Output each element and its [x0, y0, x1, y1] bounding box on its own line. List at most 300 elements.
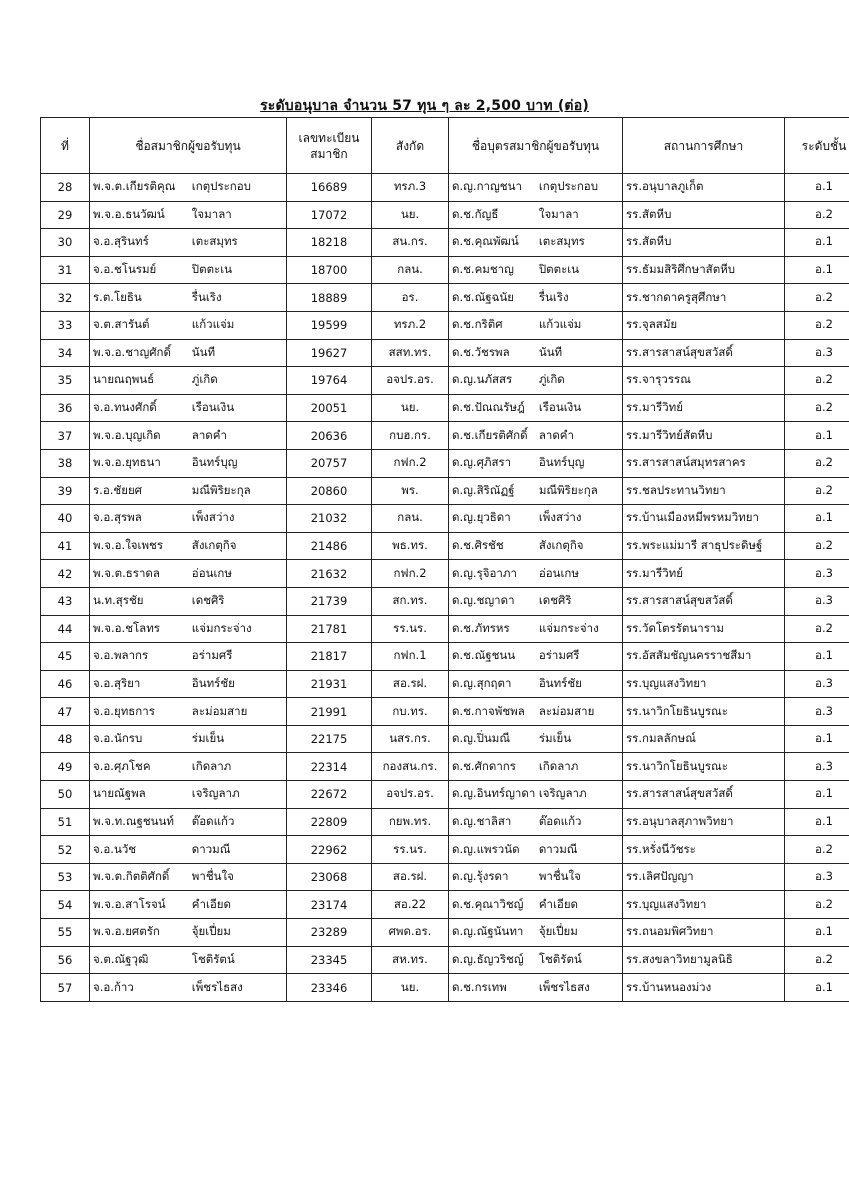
member-unit: กบ.ทร.	[372, 698, 449, 726]
child-name	[449, 643, 623, 671]
grade-level: อ.3	[785, 698, 849, 726]
child-name-first: ด.ญ.นภัสสร	[452, 372, 513, 387]
school-name: รร.มารีวิทย์สัตหีบ	[623, 422, 785, 450]
child-name-first: ด.ช.ณัฐชนน	[452, 648, 516, 663]
member-name	[90, 532, 287, 560]
school-name: รร.ธัมมสิริศึกษาสัตหีบ	[623, 256, 785, 284]
member-unit: กฟก.2	[372, 560, 449, 588]
row-no: 42	[41, 560, 90, 588]
member-name-first: จ.อ.นักรบ	[93, 731, 143, 746]
member-unit: สอ.รฝ.	[372, 670, 449, 698]
member-name-last: โชติรัตน์	[191, 951, 235, 966]
child-name	[449, 422, 623, 450]
member-name-last: ปิตตะเน	[191, 262, 233, 277]
member-unit: สห.ทร.	[372, 946, 449, 974]
member-name-first: จ.อ.สุริยา	[93, 675, 141, 690]
grade-level: อ.1	[785, 256, 849, 284]
member-name	[90, 781, 287, 809]
member-id: 21032	[287, 505, 372, 533]
child-name	[449, 836, 623, 864]
row-no: 55	[41, 919, 90, 947]
school-name: รร.สารสาสน์สุขสวัสดิ์	[623, 781, 785, 809]
child-name-last: ร่มเย็น	[538, 731, 572, 746]
member-name-first: พ.จ.อ.ยุทธนา	[93, 455, 161, 470]
member-name	[90, 643, 287, 671]
child-name-first: ด.ช.ณัฐฉนัย	[452, 289, 515, 304]
child-name	[449, 505, 623, 533]
member-name-last: ลาดคำ	[191, 427, 227, 442]
row-no: 49	[41, 753, 90, 781]
grade-level: อ.2	[785, 284, 849, 312]
child-name	[449, 477, 623, 505]
member-name-first: จ.อ.สุรพล	[93, 510, 142, 525]
table-row	[41, 201, 849, 229]
member-name	[90, 974, 287, 1002]
school-name: รร.ถนอมพิศวิทยา	[623, 919, 785, 947]
member-id: 21486	[287, 532, 372, 560]
member-unit: พร.	[372, 477, 449, 505]
row-no: 30	[41, 229, 90, 257]
row-no: 56	[41, 946, 90, 974]
child-name-last: เกิดลาภ	[538, 758, 579, 773]
school-name: รร.จารุวรรณ	[623, 367, 785, 395]
school-name: รร.ชลประทานวิทยา	[623, 477, 785, 505]
child-name-first: ด.ญ.ชาลิสา	[452, 813, 512, 828]
member-name-first: จ.อ.พลากร	[93, 648, 149, 663]
child-name-first: ด.ญ.รุจิอาภา	[452, 565, 517, 580]
child-name-first: ด.ช.คุณาวิชญ์	[452, 896, 524, 911]
school-name: รร.สารสาสน์สุขสวัสดิ์	[623, 339, 785, 367]
member-unit: สอ.รฝ.	[372, 863, 449, 891]
child-name-last: เพ็งสว่าง	[538, 510, 582, 525]
member-name	[90, 422, 287, 450]
row-no: 47	[41, 698, 90, 726]
header-member-name: ชื่อสมาชิกผู้ขอรับทุน	[90, 118, 287, 174]
table-row	[41, 919, 849, 947]
table-body	[41, 174, 849, 1002]
grade-level: อ.2	[785, 394, 849, 422]
child-name	[449, 863, 623, 891]
table-row	[41, 505, 849, 533]
member-name-last: ร่มเย็น	[191, 731, 225, 746]
school-name: รร.บุญแสงวิทยา	[623, 891, 785, 919]
member-name-last: เพ็ชรไธสง	[191, 979, 243, 994]
row-no: 34	[41, 339, 90, 367]
table-row	[41, 698, 849, 726]
member-name-first: พ.จ.อ.ชาญศักดิ์	[93, 344, 171, 359]
table-row	[41, 946, 849, 974]
member-name-last: อินทร์บุญ	[191, 455, 238, 470]
member-unit: กบฮ.กร.	[372, 422, 449, 450]
member-name-first: จ.ต.สารันต์	[93, 317, 150, 332]
child-name	[449, 284, 623, 312]
school-name: รร.บ้านหนองม่วง	[623, 974, 785, 1002]
member-name-last: เดชศิริ	[191, 593, 225, 608]
row-no: 54	[41, 891, 90, 919]
member-name-last: คำเอียด	[191, 896, 231, 911]
child-name	[449, 532, 623, 560]
row-no: 31	[41, 256, 90, 284]
child-name-first: ด.ญ.ธัญวริชญ์	[452, 951, 524, 966]
child-name-last: ลาดคำ	[538, 427, 574, 442]
member-name	[90, 505, 287, 533]
row-no: 53	[41, 863, 90, 891]
grade-level: อ.2	[785, 836, 849, 864]
table-row	[41, 643, 849, 671]
member-name	[90, 863, 287, 891]
school-name: รร.หรั่งนีวัชระ	[623, 836, 785, 864]
child-name-first: ด.ญ.สิริณัฏฐ์	[452, 482, 515, 497]
member-name	[90, 891, 287, 919]
child-name-last: ต๊อดแก้ว	[538, 813, 582, 828]
table-row	[41, 174, 849, 202]
table-row	[41, 477, 849, 505]
member-name-first: พ.จ.ต.กิตติศักดิ์	[93, 869, 170, 884]
child-name-first: ด.ช.ปัณณรัษฎ์	[452, 400, 525, 415]
header-child-name: ชื่อบุตรสมาชิกผู้ขอรับทุน	[449, 118, 623, 174]
member-name-last: เจริญลาภ	[191, 786, 240, 801]
grade-level: อ.2	[785, 532, 849, 560]
child-name-first: ด.ช.วัชรพล	[452, 344, 510, 359]
row-no: 45	[41, 643, 90, 671]
row-no: 40	[41, 505, 90, 533]
member-name	[90, 919, 287, 947]
row-no: 52	[41, 836, 90, 864]
member-id: 18889	[287, 284, 372, 312]
school-name: รร.อนุบาลภูเก็ต	[623, 174, 785, 202]
member-id: 23174	[287, 891, 372, 919]
child-name-first: ด.ช.กรเทพ	[452, 979, 507, 994]
member-id: 23345	[287, 946, 372, 974]
child-name-last: เดชศิริ	[538, 593, 572, 608]
member-name-last: เพ็งสว่าง	[191, 510, 235, 525]
child-name	[449, 560, 623, 588]
member-name-first: พ.จ.อ.ชโลทร	[93, 620, 160, 635]
child-name	[449, 725, 623, 753]
school-name: รร.สงขลาวิทยามูลนิธิ	[623, 946, 785, 974]
row-no: 43	[41, 587, 90, 615]
row-no: 37	[41, 422, 90, 450]
child-name-last: รื่นเริง	[538, 289, 569, 304]
row-no: 33	[41, 311, 90, 339]
member-unit: กลน.	[372, 505, 449, 533]
member-name	[90, 725, 287, 753]
school-name: รร.นาวิกโยธินบูรณะ	[623, 753, 785, 781]
grade-level: อ.3	[785, 670, 849, 698]
school-name: รร.อัสสัมชัญนครราชสีมา	[623, 643, 785, 671]
member-name	[90, 587, 287, 615]
child-name-first: ด.ญ.สุกฤตา	[452, 675, 512, 690]
school-name: รร.สัตหีบ	[623, 201, 785, 229]
grade-level: อ.2	[785, 311, 849, 339]
member-name	[90, 808, 287, 836]
member-unit: กลน.	[372, 256, 449, 284]
row-no: 51	[41, 808, 90, 836]
member-id: 21781	[287, 615, 372, 643]
child-name-last: มณีพิริยะกุล	[538, 482, 598, 497]
grade-level: อ.1	[785, 808, 849, 836]
child-name-first: ด.ช.คุณพัฒน์	[452, 234, 519, 249]
table-row	[41, 725, 849, 753]
member-id: 17072	[287, 201, 372, 229]
header-no: ที่	[41, 118, 90, 174]
member-unit: รร.นร.	[372, 615, 449, 643]
child-name	[449, 174, 623, 202]
school-name: รร.มารีวิทย์	[623, 394, 785, 422]
school-name: รร.เลิศปัญญา	[623, 863, 785, 891]
member-unit: นสร.กร.	[372, 725, 449, 753]
member-unit: นย.	[372, 974, 449, 1002]
member-name-last: แก้วแจ่ม	[191, 317, 235, 332]
table-row	[41, 836, 849, 864]
child-name-last: เกตุประกอบ	[538, 179, 599, 194]
member-name-first: พ.จ.อ.บุญเกิด	[93, 427, 161, 442]
member-name-last: เกิดลาภ	[191, 758, 232, 773]
child-name-last: แจ่มกระจ่าง	[538, 620, 599, 635]
grade-level: อ.2	[785, 367, 849, 395]
row-no: 38	[41, 449, 90, 477]
grade-level: อ.1	[785, 174, 849, 202]
school-name: รร.กมลลักษณ์	[623, 725, 785, 753]
member-name-first: จ.อ.นวัช	[93, 841, 137, 856]
child-name-first: ด.ช.ภัทรหร	[452, 620, 510, 635]
child-name	[449, 615, 623, 643]
grade-level: อ.3	[785, 753, 849, 781]
member-name-first: พ.จ.ท.ณฐชนนท์	[93, 813, 174, 828]
row-no: 48	[41, 725, 90, 753]
grade-level: อ.2	[785, 946, 849, 974]
member-name-first: พ.จ.ต.เกียรติคุณ	[93, 179, 176, 194]
member-id: 20636	[287, 422, 372, 450]
member-name-last: รื่นเริง	[191, 289, 222, 304]
school-name: รร.บ้านเมืองหมีพรหมวิทยา	[623, 505, 785, 533]
row-no: 44	[41, 615, 90, 643]
member-unit: ทรภ.2	[372, 311, 449, 339]
child-name-last: โชติรัตน์	[538, 951, 582, 966]
grade-level: อ.3	[785, 339, 849, 367]
grade-level: อ.1	[785, 974, 849, 1002]
child-name	[449, 753, 623, 781]
member-id: 20051	[287, 394, 372, 422]
member-name-first: จ.อ.ก้าว	[93, 979, 134, 994]
table-row	[41, 311, 849, 339]
child-name-last: อินทร์บุญ	[538, 455, 585, 470]
child-name	[449, 670, 623, 698]
table-row	[41, 256, 849, 284]
child-name-last: อินทร์ชัย	[538, 675, 582, 690]
grade-level: อ.1	[785, 725, 849, 753]
grade-level: อ.1	[785, 505, 849, 533]
child-name-last: ดาวมณี	[538, 841, 578, 856]
member-name-last: เตะสมุทร	[191, 234, 238, 249]
school-name: รร.บุญแสงวิทยา	[623, 670, 785, 698]
child-name-last: จุ้ยเปี่ยม	[538, 924, 578, 939]
child-name	[449, 311, 623, 339]
table-row	[41, 753, 849, 781]
child-name-last: เพ็ชรไธสง	[538, 979, 590, 994]
member-id: 20860	[287, 477, 372, 505]
member-id: 23068	[287, 863, 372, 891]
member-name-last: จุ้ยเปี่ยม	[191, 924, 231, 939]
member-name-last: ต๊อดแก้ว	[191, 813, 235, 828]
child-name-first: ด.ช.กริติศ	[452, 317, 503, 332]
member-name-first: จ.อ.สุรินทร์	[93, 234, 149, 249]
member-unit: กองสน.กร.	[372, 753, 449, 781]
member-name	[90, 311, 287, 339]
child-name-first: ด.ญ.อินทร์ญาดา	[452, 786, 536, 801]
member-id: 19764	[287, 367, 372, 395]
row-no: 28	[41, 174, 90, 202]
member-unit: นย.	[372, 201, 449, 229]
child-name-last: ละม่อมสาย	[538, 703, 595, 718]
table-row	[41, 339, 849, 367]
member-name-last: สังเกตุกิจ	[191, 538, 237, 553]
member-unit: สก.ทร.	[372, 587, 449, 615]
member-id: 23346	[287, 974, 372, 1002]
member-name	[90, 449, 287, 477]
school-name: รร.สารสาสน์สมุทรสาคร	[623, 449, 785, 477]
member-unit: ศพด.อร.	[372, 919, 449, 947]
child-name-first: ด.ช.กัญธี	[452, 206, 499, 221]
table-header-row	[41, 118, 849, 174]
member-unit: สอ.22	[372, 891, 449, 919]
child-name-first: ด.ญ.ชญาดา	[452, 593, 515, 608]
child-name	[449, 229, 623, 257]
table-row	[41, 532, 849, 560]
table-row	[41, 781, 849, 809]
child-name-last: อร่ามศรี	[538, 648, 580, 663]
child-name-last: ปิตตะเน	[538, 262, 580, 277]
member-id: 22314	[287, 753, 372, 781]
member-name-first: จ.อ.ศุภโชค	[93, 758, 151, 773]
member-name-last: ดาวมณี	[191, 841, 231, 856]
child-name-last: เจริญลาภ	[538, 786, 587, 801]
member-name-first: พ.จ.ต.ธราดล	[93, 565, 160, 580]
child-name	[449, 974, 623, 1002]
child-name-last: ใจมาลา	[538, 206, 579, 221]
table-row	[41, 863, 849, 891]
member-id: 21991	[287, 698, 372, 726]
member-name-last: เรือนเงิน	[191, 400, 235, 415]
member-name	[90, 698, 287, 726]
child-name	[449, 781, 623, 809]
grade-level: อ.1	[785, 643, 849, 671]
member-name-last: มณีพิริยะกุล	[191, 482, 251, 497]
table-row	[41, 587, 849, 615]
child-name-last: เตะสมุทร	[538, 234, 585, 249]
school-name: รร.จุลสมัย	[623, 311, 785, 339]
child-name	[449, 449, 623, 477]
member-unit: อจปร.อร.	[372, 367, 449, 395]
member-name-last: อ่อนเกษ	[191, 565, 232, 580]
school-name: รร.วัดโตรรัตนาราม	[623, 615, 785, 643]
school-name: รร.พระแม่มารี สาธุประดิษฐ์	[623, 532, 785, 560]
member-name-last: อินทร์ชัย	[191, 675, 235, 690]
member-id: 21931	[287, 670, 372, 698]
member-id: 22672	[287, 781, 372, 809]
member-name-first: ร.ต.โยธิน	[93, 289, 142, 304]
child-name-last: อ่อนเกษ	[538, 565, 579, 580]
child-name-first: ด.ญ.รุ้งรดา	[452, 869, 509, 884]
child-name	[449, 394, 623, 422]
child-name-first: ด.ช.กาจพัชพล	[452, 703, 525, 718]
child-name	[449, 919, 623, 947]
member-name-last: พาชื่นใจ	[191, 869, 234, 884]
member-unit: กฟก.1	[372, 643, 449, 671]
member-name-last: เกตุประกอบ	[191, 179, 251, 194]
member-unit: สสท.ทร.	[372, 339, 449, 367]
child-name-first: ด.ญ.ยุวธิดา	[452, 510, 511, 525]
child-name	[449, 891, 623, 919]
child-name-last: ภู่เกิด	[538, 372, 565, 387]
member-unit: พธ.ทร.	[372, 532, 449, 560]
page-title: ระดับอนุบาล จำนวน 57 ทุน ๆ ละ 2,500 บาท (ต่อ)	[260, 98, 589, 114]
child-name-first: ด.ช.เกียรติศักดิ์	[452, 427, 528, 442]
row-no: 41	[41, 532, 90, 560]
member-id: 21817	[287, 643, 372, 671]
member-id: 23289	[287, 919, 372, 947]
header-unit: สังกัด	[372, 118, 449, 174]
member-name	[90, 284, 287, 312]
member-name-last: ภู่เกิด	[191, 372, 218, 387]
child-name-first: ด.ญ.ปิ่นมณี	[452, 731, 510, 746]
table-row	[41, 229, 849, 257]
member-name	[90, 670, 287, 698]
school-name: รร.มารีวิทย์	[623, 560, 785, 588]
member-name	[90, 174, 287, 202]
child-name	[449, 256, 623, 284]
member-name	[90, 394, 287, 422]
table-row	[41, 367, 849, 395]
child-name-first: ด.ญ.กาญชนา	[452, 179, 522, 194]
member-name-first: ร.อ.ชัยยศ	[93, 482, 142, 497]
row-no: 36	[41, 394, 90, 422]
table-row	[41, 891, 849, 919]
child-name-first: ด.ญ.ศุภิสรา	[452, 455, 512, 470]
grade-level: อ.3	[785, 863, 849, 891]
member-unit: รร.นร.	[372, 836, 449, 864]
member-id: 19627	[287, 339, 372, 367]
child-name	[449, 587, 623, 615]
member-unit: ทรภ.3	[372, 174, 449, 202]
member-name-last: นันที	[191, 344, 216, 359]
grade-level: อ.2	[785, 891, 849, 919]
row-no: 35	[41, 367, 90, 395]
member-id: 21739	[287, 587, 372, 615]
member-name	[90, 836, 287, 864]
member-name	[90, 615, 287, 643]
header-level: ระดับชั้น	[785, 118, 849, 174]
grade-level: อ.1	[785, 919, 849, 947]
grade-level: อ.1	[785, 781, 849, 809]
table-row	[41, 394, 849, 422]
member-name-first: จ.ต.ณัฐวุฒิ	[93, 951, 149, 966]
member-id: 16689	[287, 174, 372, 202]
member-name	[90, 477, 287, 505]
row-no: 32	[41, 284, 90, 312]
child-name-last: สังเกตุกิจ	[538, 538, 584, 553]
member-name-first: นายณัฐพล	[93, 786, 146, 801]
member-name	[90, 946, 287, 974]
member-name	[90, 753, 287, 781]
child-name-first: ด.ช.ศิรชัช	[452, 538, 504, 553]
member-unit: อร.	[372, 284, 449, 312]
child-name-last: นันที	[538, 344, 563, 359]
row-no: 46	[41, 670, 90, 698]
member-name-first: นายณฤพนธ์	[93, 372, 155, 387]
grade-level: อ.2	[785, 449, 849, 477]
member-unit: สน.กร.	[372, 229, 449, 257]
